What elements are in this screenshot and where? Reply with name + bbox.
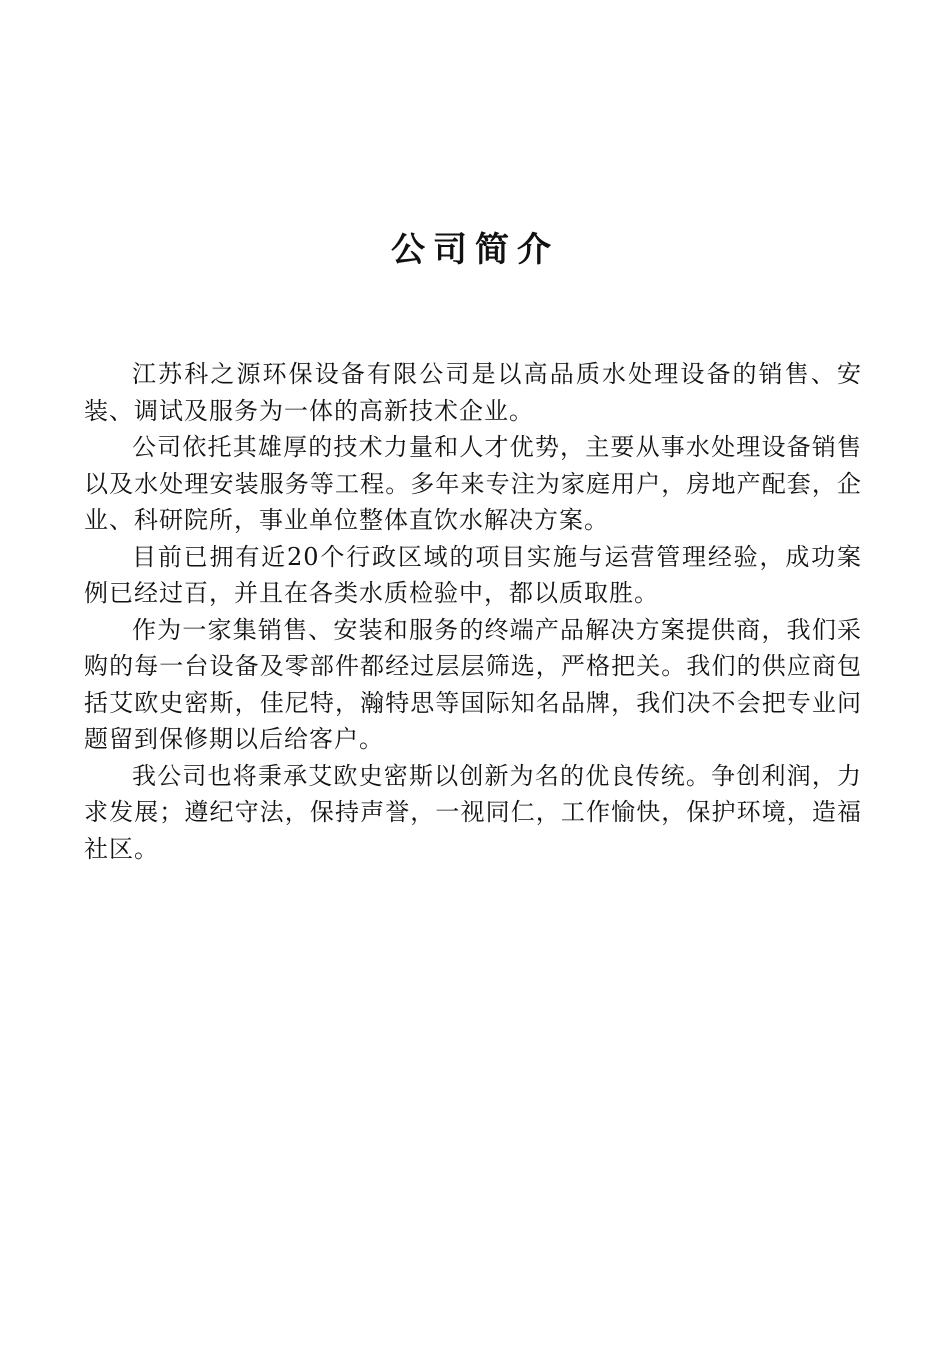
paragraph-suppliers: 作为一家集销售、安装和服务的终端产品解决方案提供商，我们采购的每一台设备及零部件都经过层层筛选，严格把关。我们的供应商包括艾欧史密斯，佳尼特，瀚特思等国际知名品牌，我们决不会把专业问题留到保修期以后给客户。 <box>84 615 862 753</box>
paragraph-values: 我公司也将秉承艾欧史密斯以创新为名的优良传统。争创利润，力求发展；遵纪守法，保持声誉，一视同仁，工作愉快，保护环境，造福社区。 <box>84 761 862 863</box>
paragraph-strengths: 公司依托其雄厚的技术力量和人才优势，主要从事水处理设备销售以及水处理安装服务等工程。多年来专注为家庭用户，房地产配套，企业、科研院所，事业单位整体直饮水解决方案。 <box>84 433 862 534</box>
paragraph-experience: 目前已拥有近20个行政区域的项目实施与运营管理经验，成功案例已经过百，并且在各类水质检验中，都以质取胜。 <box>84 542 862 607</box>
document-body <box>84 356 862 867</box>
paragraph-intro: 江苏科之源环保设备有限公司是以高品质水处理设备的销售、安装、调试及服务为一体的高新技术企业。 <box>84 360 862 425</box>
page-title: 公司简介 <box>391 230 559 270</box>
